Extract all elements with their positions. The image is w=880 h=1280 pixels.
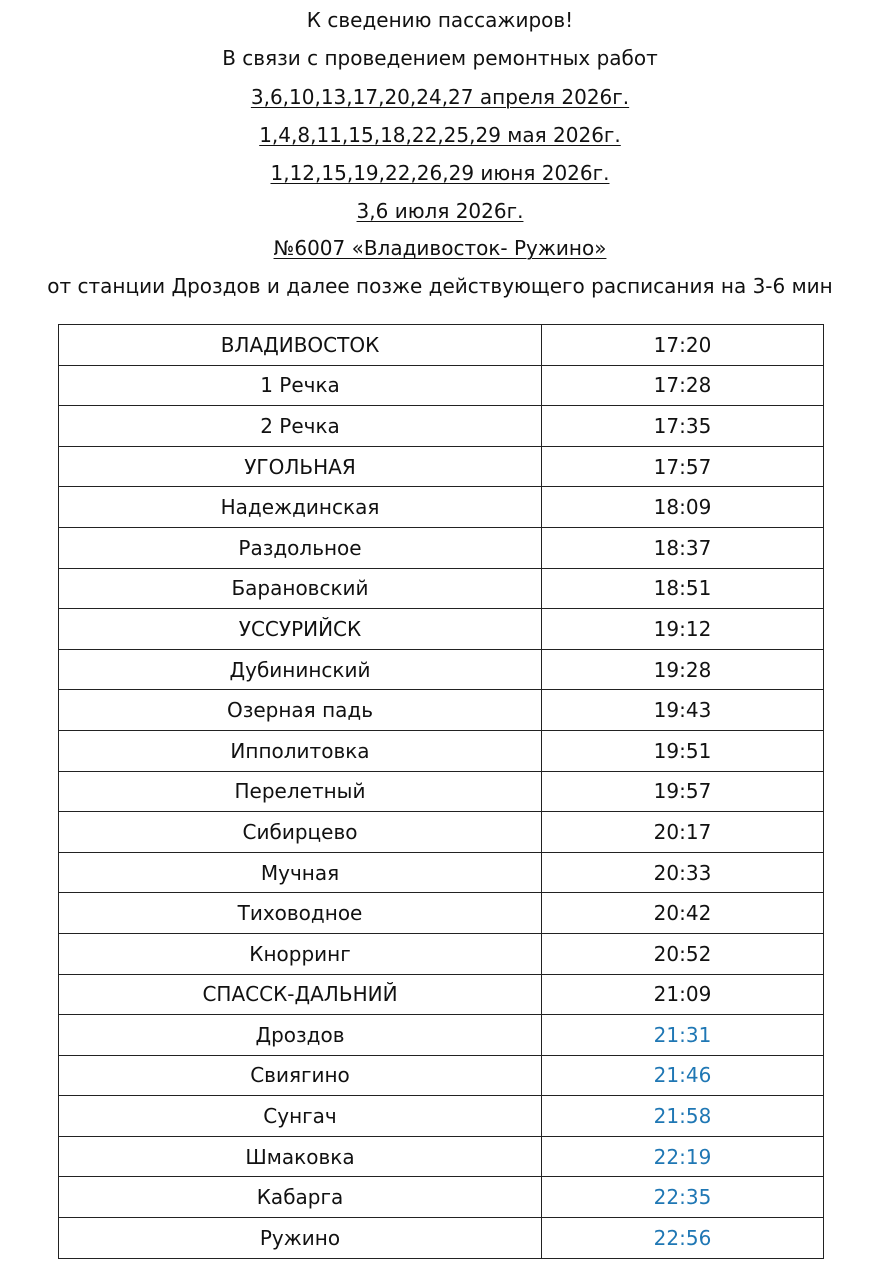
departure-time: 19:57 [542,771,824,812]
table-row [59,852,824,893]
schedule-body [59,325,824,1259]
departure-time: 21:46 [542,1055,824,1096]
delay-note: от станции Дроздов и далее позже действующего расписания на 3-6 мин [47,274,833,298]
station-name: УССУРИЙСК [59,609,542,650]
notice-dates-july: 3,6 июля 2026г. [356,199,524,223]
departure-time: 17:20 [542,325,824,366]
departure-time: 19:51 [542,730,824,771]
departure-time: 19:12 [542,609,824,650]
departure-time: 20:33 [542,852,824,893]
notice-reason: В связи с проведением ремонтных работ [222,46,658,70]
notice-title: К сведению пассажиров! [306,8,574,32]
station-name: Свиягино [59,1055,542,1096]
station-name: 2 Речка [59,406,542,447]
station-name: Надеждинская [59,487,542,528]
table-row [59,365,824,406]
station-name: Шмаковка [59,1136,542,1177]
table-row [59,487,824,528]
departure-time: 22:35 [542,1177,824,1218]
station-name: УГОЛЬНАЯ [59,446,542,487]
departure-time: 22:56 [542,1218,824,1259]
station-name: Мучная [59,852,542,893]
station-name: Барановский [59,568,542,609]
table-row [59,812,824,853]
table-row [59,730,824,771]
departure-time: 18:51 [542,568,824,609]
table-row [59,1177,824,1218]
table-row [59,933,824,974]
station-name: Кнорринг [59,933,542,974]
table-row [59,1218,824,1259]
station-name: Раздольное [59,527,542,568]
table-row [59,649,824,690]
table-row [59,893,824,934]
notice-dates-may: 1,4,8,11,15,18,22,25,29 мая 2026г. [259,123,621,147]
table-row [59,771,824,812]
table-row [59,974,824,1015]
departure-time: 17:28 [542,365,824,406]
departure-time: 21:09 [542,974,824,1015]
station-name: Кабарга [59,1177,542,1218]
departure-time: 18:37 [542,527,824,568]
table-row [59,1136,824,1177]
table-row [59,406,824,447]
departure-time: 19:43 [542,690,824,731]
station-name: Сибирцево [59,812,542,853]
table-row [59,1055,824,1096]
table-row [59,446,824,487]
table-row [59,325,824,366]
table-row [59,690,824,731]
station-name: Дроздов [59,1015,542,1056]
station-name: Ружино [59,1218,542,1259]
departure-time: 18:09 [542,487,824,528]
station-name: Ипполитовка [59,730,542,771]
table-row [59,1096,824,1137]
departure-time: 19:28 [542,649,824,690]
departure-time: 20:52 [542,933,824,974]
station-name: Озерная падь [59,690,542,731]
schedule-table [58,324,824,1259]
table-row [59,527,824,568]
station-name: 1 Речка [59,365,542,406]
departure-time: 21:58 [542,1096,824,1137]
notice-dates-june: 1,12,15,19,22,26,29 июня 2026г. [270,161,610,185]
station-name: Тиховодное [59,893,542,934]
station-name: ВЛАДИВОСТОК [59,325,542,366]
departure-time: 17:35 [542,406,824,447]
station-name: Перелетный [59,771,542,812]
notice-dates-april: 3,6,10,13,17,20,24,27 апреля 2026г. [250,85,630,109]
train-name: №6007 «Владивосток- Ружино» [273,236,607,260]
table-row [59,609,824,650]
station-name: Сунгач [59,1096,542,1137]
departure-time: 20:42 [542,893,824,934]
table-row [59,568,824,609]
station-name: СПАССК-ДАЛЬНИЙ [59,974,542,1015]
table-row [59,1015,824,1056]
departure-time: 22:19 [542,1136,824,1177]
departure-time: 21:31 [542,1015,824,1056]
departure-time: 17:57 [542,446,824,487]
station-name: Дубининский [59,649,542,690]
departure-time: 20:17 [542,812,824,853]
